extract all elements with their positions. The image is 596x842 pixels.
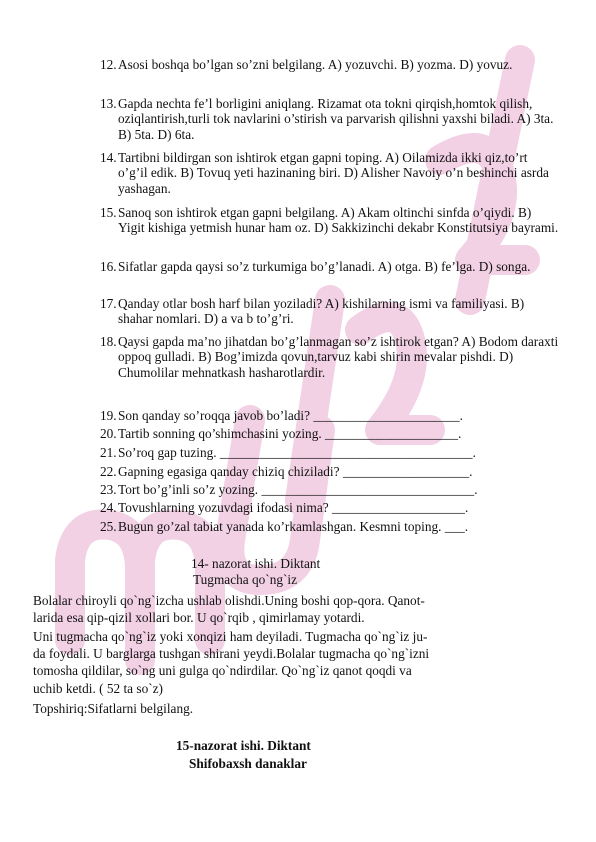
dictation-line: Bolalar chiroyli qo`ng`izcha ushlab olishdi.Uning boshi qop-qora. Qanot- [33,593,425,608]
dictation-line: larida esa qip-qizil xollari bor. U qo`rqib , qimirlamay yotardi. [33,610,365,625]
section15-subtitle: Shifobaxsh danaklar [189,756,307,771]
question-text: Sifatlar gapda qaysi so’z turkumiga bo’g’lanadi. A) otga. B) fe’lga. D) songa. [118,259,531,274]
question-number: 20. [100,426,117,441]
question-item [100,445,560,460]
question-number: 16. [100,259,117,274]
question-number: 23. [100,482,117,497]
question-number: 22. [100,464,117,479]
question-number: 25. [100,519,117,534]
question-text: Tartib sonning qo’shimchasini yozing. ____________________. [118,426,462,441]
question-item [100,464,560,479]
question-text: Gapda nechta fe’l borligini aniqlang. Rizamat ota tokni qirqish,homtok qilish, oziqlantirish,turli tok navlarini o’stirish va parvarish qilishni yaxshi biladi. A) 3ta. B) 5ta. D) 6ta. [118,96,554,142]
question-number: 15. [100,205,117,220]
question-item [100,259,560,274]
section14-subtitle: Tugmacha qo`ng`iz [193,572,298,587]
question-text: Tartibni bildirgan son ishtirok etgan gapni toping. A) Oilamizda ikki qiz,to’rt o’g’il edik. B) Tovuq yeti hazinaning biri. D) Alisher Navoiy o’n beshinchi asrda yashagan. [118,150,549,196]
dictation-line: uchib ketdi. ( 52 ta so`z) [33,681,163,696]
section15-heading: 15-nazorat ishi. Diktant [176,738,311,753]
task-line: Topshiriq:Sifatlarni belgilang. [33,701,194,716]
dictation-line: da foydali. U barglarga tushgan shirani yeydi.Bolalar tugmacha qo`ng`izni [33,646,430,661]
question-item [100,482,560,497]
question-text: Son qanday so’roqqa javob bo’ladi? ______________________. [118,408,463,423]
question-text: Tovushlarning yozuvdagi ifodasi nima? ____________________. [118,500,469,515]
question-number: 19. [100,408,117,423]
question-number: 24. [100,500,117,515]
question-number: 13. [100,96,117,111]
question-item [100,519,560,534]
question-text: So’roq gap tuzing. ______________________________________. [118,445,476,460]
question-item [100,426,560,441]
question-item [100,150,560,196]
question-item [100,334,560,380]
question-text: Sanoq son ishtirok etgan gapni belgilang. A) Akam oltinchi sinfda o’qiydi. B) Yigit kishiga yetmish hunar ham oz. D) Sakkizinchi dekabr Konstitutsiya bayrami. [118,205,559,236]
question-text: Qaysi gapda ma’no jihatdan bo’g’lanmagan so’z ishtirok etgan? A) Bodom daraxti oppoq gulladi. B) Bog’imizda qovun,tarvuz kabi shirin mevalar pishdi. D) Chumolilar mehnatkash hasharotlardir. [118,334,559,380]
question-number: 12. [100,57,117,72]
question-number: 14. [100,150,117,165]
question-item [100,296,560,327]
question-item [100,96,560,142]
question-text: Tort bo’g’inli so’z yozing. ________________________________. [118,482,478,497]
question-number: 17. [100,296,117,311]
question-text: Bugun go’zal tabiat yanada ko’rkamlashgan. Kesmni toping. ___. [118,519,469,534]
question-text: Asosi boshqa bo’lgan so’zni belgilang. A) yozuvchi. B) yozma. D) yovuz. [118,57,513,72]
question-item [100,57,560,72]
question-number: 18. [100,334,117,349]
question-number: 21. [100,445,117,460]
dictation-line: tomosha qildilar, so`ng uni gulga qo`ndirdilar. Qo`ng`iz qanot qoqdi va [33,663,412,678]
question-item [100,408,560,423]
question-text: Qanday otlar bosh harf bilan yoziladi? A) kishilarning ismi va familiyasi. B) shahar nomlari. D) a va b to’g’ri. [118,296,525,327]
dictation-line: Uni tugmacha qo`ng`iz yoki xonqizi ham deyiladi. Tugmacha qo`ng`iz ju- [33,629,428,644]
question-item [100,500,560,515]
question-text: Gapning egasiga qanday chiziq chiziladi? ___________________. [118,464,473,479]
section14-heading: 14- nazorat ishi. Diktant [191,556,321,571]
question-item [100,205,560,236]
